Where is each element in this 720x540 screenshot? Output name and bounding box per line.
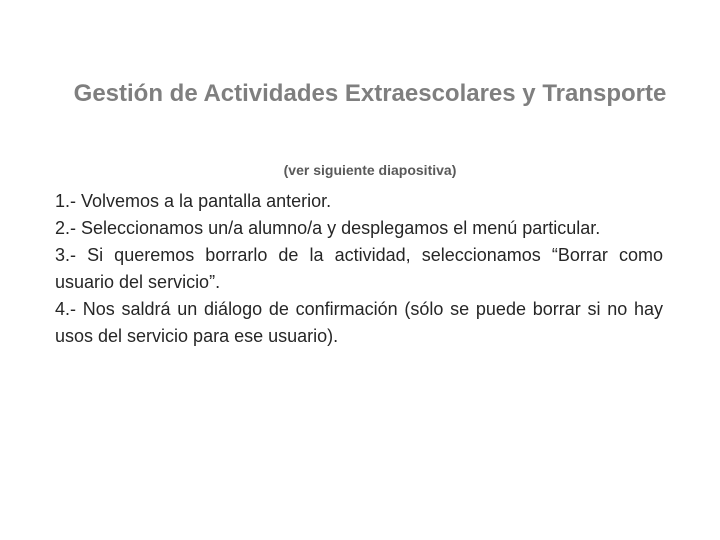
step-item-4: 4.- Nos saldrá un diálogo de confirmación (sólo se puede borrar si no hay usos del servicio para ese usuario).	[55, 299, 663, 346]
slide-subtitle: (ver siguiente diapositiva)	[283, 162, 457, 178]
step-item-3: 3.- Si queremos borrarlo de la actividad, seleccionamos “Borrar como usuario del servicio”.	[55, 245, 663, 292]
step-item-1: 1.- Volvemos a la pantalla anterior.	[55, 191, 332, 211]
step-item-2: 2.- Seleccionamos un/a alumno/a y desplegamos el menú particular.	[55, 218, 601, 238]
steps-list	[55, 188, 663, 350]
slide-title: Gestión de Actividades Extraescolares y Transporte	[73, 80, 667, 107]
